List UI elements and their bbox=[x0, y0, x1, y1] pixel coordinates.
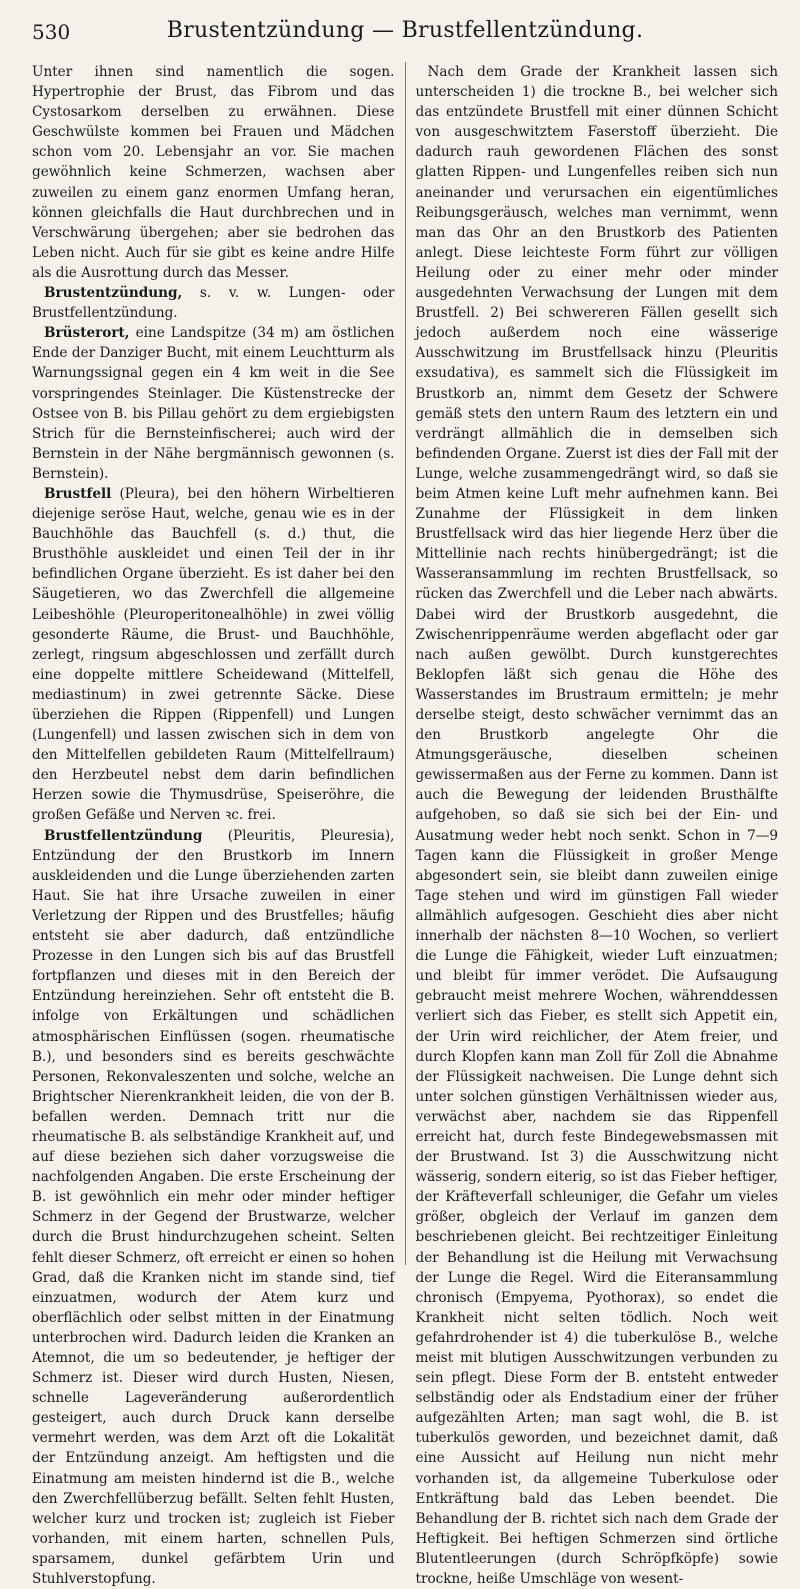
entry-brustentzuendung bbox=[32, 283, 395, 323]
entry-text: s. v. w. Lungen- oder Brustfellentzündung. bbox=[32, 285, 395, 322]
entry-text: (Pleura), bei den höhern Wirbeltieren diejenige seröse Haut, welche, genau wie es in der Bauchhöhle das Bauchfell (s. d.) thut, die Brusthöhle auskleidet und einen Teil der in ihr befindlichen Organe überzieht. Es ist daher bei den Säugetieren, wo das Zwerchfell die allgemeine Leibeshöhle (Pleuroperitonealhöhle) in zwei völlig gesonderte Räume, die Brust- und Bauchhöhle, zerlegt, ringsum abgeschlossen und zerfällt durch eine doppelte mittlere Scheidewand (Mittelfell, mediastinum) in zwei getrennte Säcke. Diese überziehen die Rippen (Rippenfell) und Lungen (Lungenfell) und lassen zwischen sich in dem von den Mittelfellen gebildeten Raum (Mittelfellraum) den Herzbeutel nebst dem darin befindlichen Herzen sowie die Thymusdrüse, Speiseröhre, die großen Gefäße und Nerven ꝛc. frei. bbox=[32, 485, 395, 824]
entry-bruesterort bbox=[32, 323, 395, 484]
entry-text: eine Landspitze (34 m) am östlichen Ende der Danziger Bucht, mit einem Leuchtturm als Warnungssignal gegen ein 4 km weit in die See vorspringendes Steinlager. Die Küstenstrecke der Ostsee von B. bis Pillau gehört zu dem ergiebigsten Strich für die Bernsteinfischerei; auch wird der Bernstein in der Nähe bergmännisch gewonnen (s. Bernstein). bbox=[32, 325, 395, 482]
entry-text: (Pleuritis, Pleuresia), Entzündung der den Brustkorb im Innern auskleidenden und die Lunge überziehenden zarten Haut. Sie hat ihre Ursache zuweilen in einer Verletzung der Rippen und des Brustfelles; häufig entsteht sie aber dadurch, daß entzündliche Prozesse in den Lungen sich bis auf das Brustfell fortpflanzen und dieses mit in den Bereich der Entzündung hereinziehen. Sehr oft entsteht die B. infolge von Erkältungen und schädlichen atmosphärischen Einflüssen (sogen. rheumatische B.), und besonders sind es bereits geschwächte Personen, Rekonvaleszenten und solche, welche an Brightscher Nierenkrankheit leiden, die von der B. befallen werden. Demnach tritt nur die rheumatische B. als selbständige Krankheit auf, und auf diese beziehen sich daher vorzugsweise die nachfolgenden Angaben. Die erste Erscheinung der B. ist gewöhnlich ein mehr oder minder heftiger Schmerz in der Gegend der Brustwarze, welcher durch die Brust hindurchzugehen scheint. Selten fehlt dieser Schmerz, oft erreicht er einen so hohen Grad, daß die Kranken nicht im stande sind, tief einzuatmen, wodurch der Atem kurz und oberflächlich oder selbst mitten in der Einatmung unterbrochen wird. Dadurch leiden die Kranken an Atemnot, die um so bedeutender, je heftiger der Schmerz ist. Dieser wird durch Husten, Niesen, schnelle Lageveränderung außerordentlich gesteigert, auch durch Druck kann derselbe vermehrt werden, was dem Arzt oft die Lokalität der Entzündung anzeigt. Am heftigsten und die Einatmung am meisten hindernd ist die B., welche den Zwerchfellüberzug befällt. Selten fehlt Husten, welcher kurz und trocken ist; zugleich ist Fieber vorhanden, mit einem harten, schnellen Puls, sparsamem, dunkel gefärbtem Urin und Stuhlverstopfung. bbox=[32, 827, 395, 1588]
left-column bbox=[32, 62, 405, 1588]
text-columns bbox=[32, 62, 778, 1588]
entry-lemma: Brustentzündung, bbox=[44, 285, 183, 302]
paragraph-continuation: Nach dem Grade der Krankheit lassen sich unterscheiden 1) die trockne B., bei welcher sich das entzündete Brustfell mit einer dünnen Schicht von ausgeschwitztem Faserstoff überzieht. Die dadurch rauh gewordenen Flächen des sonst glatten Rippen- und Lungenfelles reiben sich nun aneinander und verursachen ein eigentümliches Reibungsgeräusch, welches man vernimmt, wenn man das Ohr an den Brustkorb des Patienten anlegt. Diese leichteste Form führt zur völligen Heilung oder zu einer mehr oder minder ausgedehnten Verwachsung der Lungen mit dem Brustfell. 2) Bei schwereren Fällen gesellt sich jedoch außerdem noch eine wässerige Ausschwitzung im Brustfellsack hinzu (Pleuritis exsudativa), es sammelt sich die Flüssigkeit im Brustkorb an, nimmt dem Gesetz der Schwere gemäß stets den untern Raum des letztern ein und verdrängt allmählich die in demselben sich befindenden Organe. Zuerst ist dies der Fall mit der Lunge, welche zusammengedrängt wird, so daß sie beim Atmen keine Luft mehr aufnehmen kann. Bei Zunahme der Flüssigkeit in dem linken Brustfellsack wird das hier liegende Herz über die Mittellinie nach rechts hinübergedrängt; ist die Wasseransammlung im rechten Brustfellsack, so rücken das Zwerchfell und die Leber nach abwärts. Dabei wird der Brustkorb ausgedehnt, die Zwischenrippenräume werden abgeflacht oder gar nach außen gewölbt. Durch kunstgerechtes Beklopfen läßt sich genau die Höhe des Wasserstandes im Brustraum ermitteln; je mehr derselbe steigt, desto schwächer vernimmt das an den Brustkorb angelegte Ohr die Atmungsgeräusche, dieselben scheinen gewissermaßen aus der Ferne zu kommen. Dann ist auch die Bewegung der leidenden Brusthälfte aufgehoben, so daß sie sich bei der Ein- und Ausatmung weder hebt noch senkt. Schon in 7—9 Tagen kann die Flüssigkeit in großer Menge abgesondert sein, sie bleibt dann zuweilen einige Tage stehen und wird im günstigen Fall wieder allmählich aufgesogen. Geschieht dies aber nicht innerhalb der nächsten 8—10 Wochen, so verliert die Lunge die Fähigkeit, wieder Luft einzuatmen; und bleibt für immer verödet. Die Aufsaugung gebraucht meist mehrere Wochen, währenddessen verliert sich das Fieber, es stellt sich Appetit ein, der Urin wird reichlicher, der Atem freier, und durch Klopfen kann man Zoll für Zoll die Abnahme der Flüssigkeit nachweisen. Die Lunge dehnt sich unter solchen günstigen Verhältnissen wieder aus, verwächst aber, nachdem sie das Rippenfell erreicht hat, durch feste Bindegewebsmassen mit der Brustwand. Ist 3) die Ausschwitzung nicht wässerig, sondern eiterig, so ist das Fieber heftiger, der Kräfteverfall schleuniger, die Gefahr um vieles größer, obgleich der Verlauf im ganzen dem beschriebenen gleicht. Bei rechtzeitiger Einleitung der Behandlung ist die Heilung mit Verwachsung der Lunge die Regel. Wird die Eiteransammlung chronisch (Empyema, Pyothorax), so endet die Krankheit nicht selten tödlich. Noch weit gefahrdrohender ist 4) die tuberkulöse B., welche meist mit blutigen Ausschwitzungen verbunden zu sein pflegt. Diese Form der B. entsteht entweder selbständig oder als Endstadium einer der früher aufgezählten Arten; man sagt wohl, die B. ist tuberkulös geworden, und bezeichnet damit, daß eine Aussicht auf Heilung nun nicht mehr vorhanden ist, da allgemeine Tuberkulose oder Entkräftung bald das Leben beendet. Die Behandlung der B. richtet sich nach dem Grade der Heftigkeit. Bei heftigen Schmerzen sind örtliche Blutentleerungen (durch Schröpfköpfe) sowie trockne, heiße Umschläge von wesent- bbox=[415, 64, 778, 1588]
paragraph-continuation: Unter ihnen sind namentlich die sogen. Hypertrophie der Brust, das Fibrom und das Cystosarkom derselben zu erwähnen. Diese Geschwülste kommen bei Frauen und Mädchen schon vom 20. Lebensjahr an vor. Sie machen gewöhnlich keine Schmerzen, wachsen aber zuweilen zu einem ganz enormen Umfang heran, können gleichfalls die Haut durchbrechen und in Verschwärung übergehen; aber sie bedrohen das Leben nicht. Auch für sie gibt es keine andre Hilfe als die Ausrottung durch das Messer. bbox=[32, 64, 395, 281]
right-column bbox=[405, 62, 779, 1588]
entry-brustfell bbox=[32, 484, 395, 826]
entry-lemma: Brustfellentzündung bbox=[44, 827, 203, 844]
entry-lemma: Brustfell bbox=[44, 485, 112, 502]
entry-lemma: Brüsterort, bbox=[44, 325, 130, 342]
page-header bbox=[32, 18, 778, 52]
page-number: 530 bbox=[32, 20, 71, 44]
running-title: Brustentzündung — Brustfellentzündung. bbox=[166, 18, 644, 43]
entry-brustfellentzuendung bbox=[32, 826, 395, 1589]
